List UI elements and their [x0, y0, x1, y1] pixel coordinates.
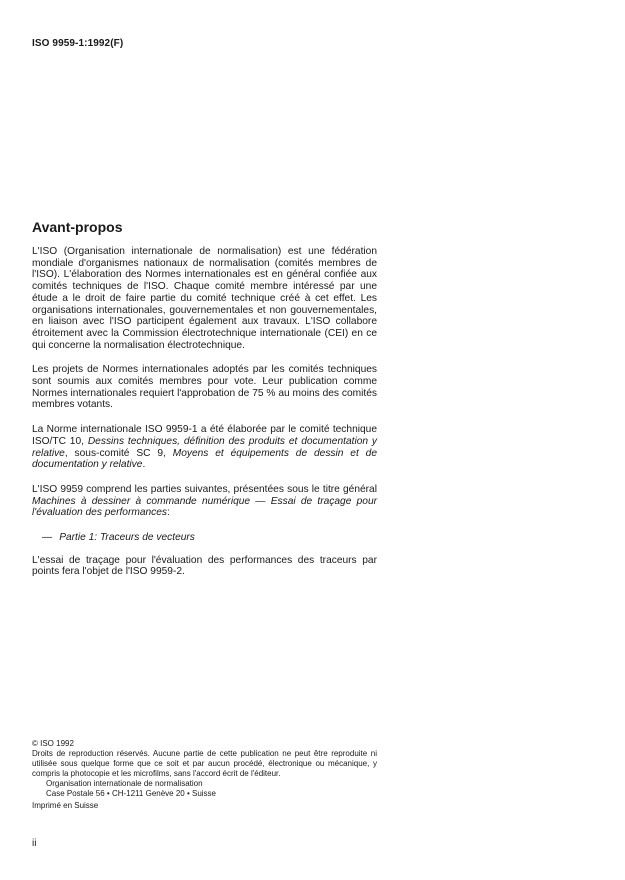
copyright-line: © ISO 1992: [32, 739, 74, 748]
paragraph-future-part: L'essai de traçage pour l'évaluation des performances des traceurs par points fera l'objet de l'ISO 9959-2.: [32, 554, 377, 578]
paragraph-voting: Les projets de Normes internationales adoptés par les comités techniques sont soumis aux comités membres pour vote. Leur publication comme Normes internationales requiert l'approbation de 75 % au moins des comités membres votants.: [32, 364, 377, 411]
paragraph-iso-overview: L'ISO (Organisation internationale de normalisation) est une fédération mondiale d'organismes nationaux de normalisation (comités membres de l'ISO). L'élaboration des Normes internationales est en général confiée aux comités techniques de l'ISO. Chaque comité membre intéressé par une étude a le droit de faire partie du comité technique créé à cet effet. Les organisations internationales, gouvernementales et non gouvernementales, en liaison avec l'ISO participent également aux travaux. L'ISO collabore étroitement avec la Commission électrotechnique internationale (CEI) en ce qui concerne la normalisation électrotechnique.: [32, 246, 377, 351]
subcommittee-name: Moyens et équipements de dessin et de documentation y relative: [32, 447, 378, 471]
committee-name: Dessins techniques, définition des produits et documentation y relative: [32, 435, 377, 459]
committee-text-e: .: [142, 459, 146, 471]
page-number: ii: [32, 838, 37, 849]
committee-text-c: , sous-comité SC 9,: [64, 447, 173, 459]
parts-text-a: L'ISO 9959 comprend les parties suivantes, présentées sous le titre général: [32, 483, 377, 495]
paragraph-parts: [32, 484, 377, 519]
list-item-text: Partie 1: Traceurs de vecteurs: [59, 532, 195, 544]
postal-address: Case Postale 56 • CH-1211 Genève 20 • Suisse: [46, 789, 216, 798]
parts-text-c: :: [167, 507, 170, 519]
committee-text-a: La Norme internationale ISO 9959-1 a été élaborée par le comité technique ISO/TC 10,: [32, 424, 377, 447]
copyright-block: [32, 739, 377, 811]
foreword-body: [32, 246, 377, 578]
dash-bullet: —: [42, 532, 53, 544]
paragraph-committee: [32, 424, 377, 471]
rights-statement: Droits de reproduction réservés. Aucune partie de cette publication ne peut être reproduite ni utilisée sous quelque forme que ce soit et par aucun procédé, électronique ou mécanique, y compris la photocopie et les microfilms, sans l'accord écrit de l'éditeur.: [32, 749, 377, 778]
section-title: Avant-propos: [32, 219, 123, 235]
list-item: [32, 532, 377, 544]
document-identifier: ISO 9959-1:1992(F): [32, 38, 124, 49]
printed-in: Imprimé en Suisse: [32, 801, 99, 810]
organization-name: Organisation internationale de normalisation: [46, 779, 203, 788]
general-title: Machines à dessiner à commande numérique — Essai de traçage pour l'évaluation des performances: [32, 495, 377, 519]
